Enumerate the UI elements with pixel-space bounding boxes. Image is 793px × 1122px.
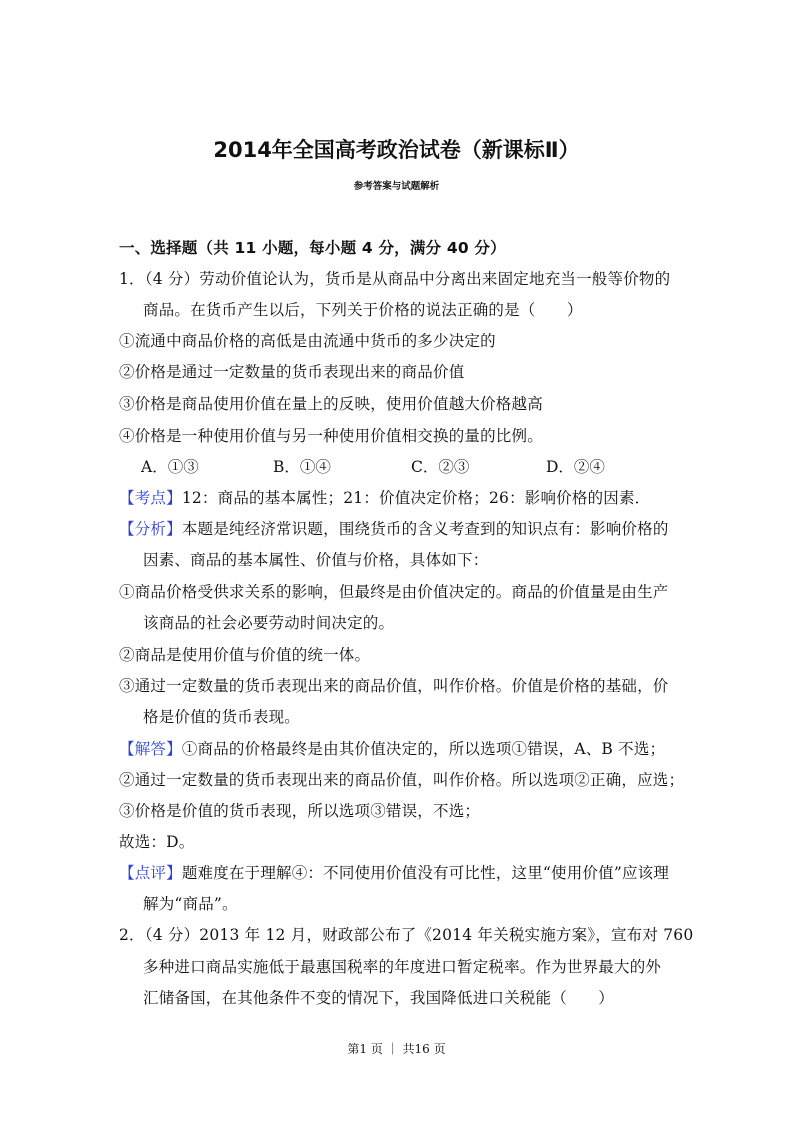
q2-stem-line-1: 2．（4 分）2013 年 12 月，财政部公布了《2014 年关税实施方案》，宣布对 760	[119, 926, 694, 944]
jieda-tag: 【解答】	[119, 740, 182, 758]
q2-stem-line-3: 汇储备国，在其他条件不变的情况下，我国降低进口关税能（ ）	[143, 989, 615, 1007]
page-subtitle: 参考答案与试题解析	[353, 181, 440, 192]
dianping-line-2: 解为“商品”。	[143, 895, 238, 913]
q1-option-c: C．②③	[411, 458, 470, 476]
jieda-line-2: ②通过一定数量的货币表现出来的商品价值，叫作价格。所以选项②正确，应选；	[119, 771, 685, 789]
q2-stem-line-2: 多种进口商品实施低于最惠国税率的年度进口暂定税率。作为世界最大的外	[143, 958, 662, 976]
dianping-tag: 【点评】	[119, 864, 182, 882]
fenxi-line-6: ③通过一定数量的货币表现出来的商品价值，叫作价格。价值是价格的基础，价	[119, 677, 669, 695]
kaodian-tag: 【考点】	[119, 489, 182, 507]
q1-item-1: ①流通中商品价格的高低是由流通中货币的多少决定的	[119, 332, 496, 350]
dianping-text-1: 题难度在于理解④：不同使用价值没有可比性，这里“使用价值”应该理	[181, 864, 670, 882]
q1-option-d: D．②④	[546, 458, 605, 476]
jieda-text-1: ①商品的价格最终是由其价值决定的，所以选项①错误，A、B 不选；	[181, 740, 666, 758]
q1-item-2: ②价格是通过一定数量的货币表现出来的商品价值	[119, 363, 465, 381]
kaodian-line	[119, 488, 650, 508]
q1-item-3: ③价格是商品使用价值在量上的反映，使用价值越大价格越高	[119, 395, 543, 413]
dianping-line-1	[119, 863, 669, 883]
fenxi-text-1: 本题是纯经济常识题，围绕货币的含义考查到的知识点有：影响价格的	[181, 520, 669, 538]
jieda-line-3: ③价格是价值的货币表现，所以选项③错误，不选；	[119, 802, 481, 820]
fenxi-line-7: 格是价值的货币表现。	[143, 708, 301, 726]
fenxi-line-5: ②商品是使用价值与价值的统一体。	[119, 646, 371, 664]
fenxi-line-4: 该商品的社会必要劳动时间决定的。	[143, 614, 395, 632]
fenxi-line-2: 因素、商品的基本属性、价值与价格，具体如下：	[143, 551, 489, 569]
jieda-line-1	[119, 739, 665, 759]
fenxi-line-3: ①商品价格受供求关系的影响，但最终是由价值决定的。商品的价值量是由生产	[119, 583, 669, 601]
section-heading: 一、选择题（共 11 小题，每小题 4 分，满分 40 分）	[119, 239, 506, 257]
fenxi-line-1	[119, 519, 669, 539]
fenxi-tag: 【分析】	[119, 520, 182, 538]
page-title: 2014年全国高考政治试卷（新课标Ⅱ）	[213, 138, 580, 162]
q1-item-4: ④价格是一种使用价值与另一种使用价值相交换的量的比例。	[119, 427, 543, 445]
q1-stem-line-2: 商品。在货币产生以后，下列关于价格的说法正确的是（ ）	[143, 301, 583, 319]
jieda-line-4: 故选：D。	[119, 833, 195, 851]
q1-option-a: A．①③	[141, 458, 199, 476]
page-footer: 第1 页 ｜ 共16 页	[347, 1042, 446, 1056]
q1-option-b: B．①④	[273, 458, 331, 476]
kaodian-text: 12：商品的基本属性；21：价值决定价格；26：影响价格的因素．	[181, 489, 651, 507]
q1-stem-line-1: 1．（4 分）劳动价值论认为，货币是从商品中分离出来固定地充当一般等价物的	[119, 270, 671, 288]
